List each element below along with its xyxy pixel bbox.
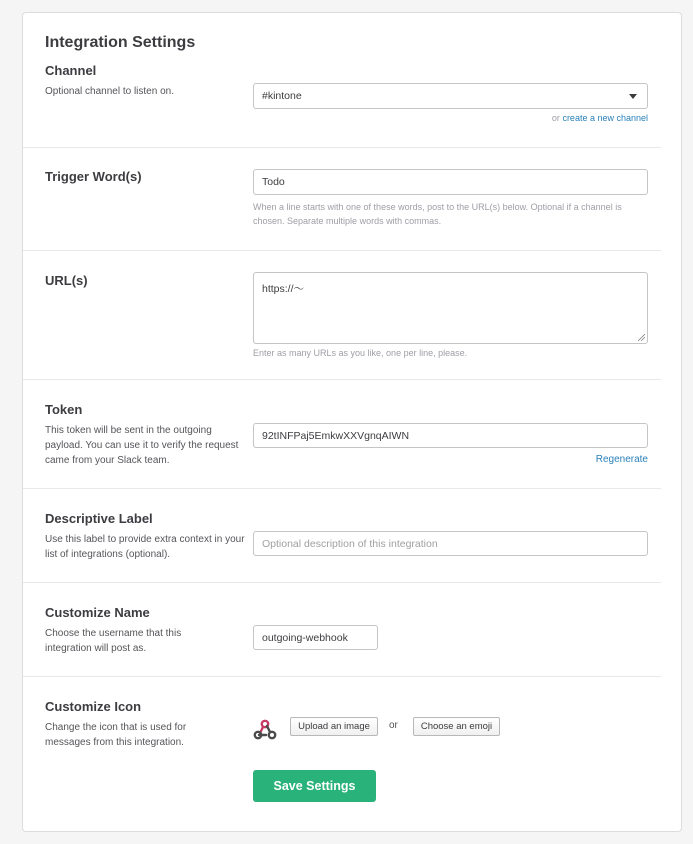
regenerate-link[interactable]: Regenerate [595, 454, 648, 465]
divider [23, 379, 661, 380]
divider [23, 147, 661, 148]
descriptive-label-input[interactable] [253, 531, 648, 556]
channel-select[interactable] [253, 83, 648, 109]
regenerate-row [253, 453, 648, 467]
resize-grip-icon[interactable] [638, 334, 645, 341]
urls-textarea-value: https://〜 [262, 283, 305, 295]
chevron-down-icon [629, 94, 637, 99]
channel-description: Optional channel to listen on. [45, 86, 174, 97]
descriptive-label-label: Descriptive Label [45, 511, 153, 526]
token-label: Token [45, 402, 83, 417]
integration-settings-card [22, 12, 682, 832]
urls-textarea[interactable] [253, 272, 648, 344]
descriptive-label-placeholder: Optional description of this integration [262, 537, 438, 550]
descriptive-label-description: Use this label to provide extra context in your list of integrations (optional). [45, 534, 245, 560]
create-channel-link[interactable]: create a new channel [562, 113, 648, 123]
trigger-help: When a line starts with one of these words, post to the URL(s) below. Optional if a channel is chosen. Separate multiple words with commas. [253, 202, 622, 226]
trigger-input-value: Todo [262, 176, 285, 188]
customize-icon-description: Change the icon that is used for messages from this integration. [45, 722, 187, 748]
channel-or-text: or [551, 113, 560, 123]
urls-label: URL(s) [45, 273, 88, 288]
channel-label: Channel [45, 63, 97, 78]
customize-name-description: Choose the username that this integration will post as. [45, 628, 182, 654]
create-channel-row [253, 111, 648, 125]
page-title: Integration Settings [45, 34, 196, 51]
upload-image-button[interactable]: Upload an image [290, 717, 378, 736]
webhook-icon [253, 718, 277, 742]
customize-icon-label: Customize Icon [45, 699, 142, 714]
choose-emoji-button[interactable]: Choose an emoji [413, 717, 500, 736]
divider [23, 250, 661, 251]
customize-name-label: Customize Name [45, 605, 150, 620]
divider [23, 676, 661, 677]
save-settings-button[interactable]: Save Settings [253, 770, 376, 802]
customize-name-value: outgoing-webhook [262, 631, 348, 644]
token-input[interactable] [253, 423, 648, 448]
channel-select-value: #kintone [262, 90, 302, 102]
urls-help: Enter as many URLs as you like, one per line, please. [253, 348, 468, 358]
trigger-input[interactable] [253, 169, 648, 195]
trigger-label: Trigger Word(s) [45, 169, 142, 184]
token-description: This token will be sent in the outgoing payload. You can use it to verify the request came from your Slack team. [45, 425, 239, 466]
divider [23, 488, 661, 489]
icon-or-text: or [389, 720, 398, 731]
divider [23, 582, 661, 583]
token-input-value: 92tINFPaj5EmkwXXVgnqAIWN [262, 429, 410, 442]
customize-name-input[interactable] [253, 625, 378, 650]
